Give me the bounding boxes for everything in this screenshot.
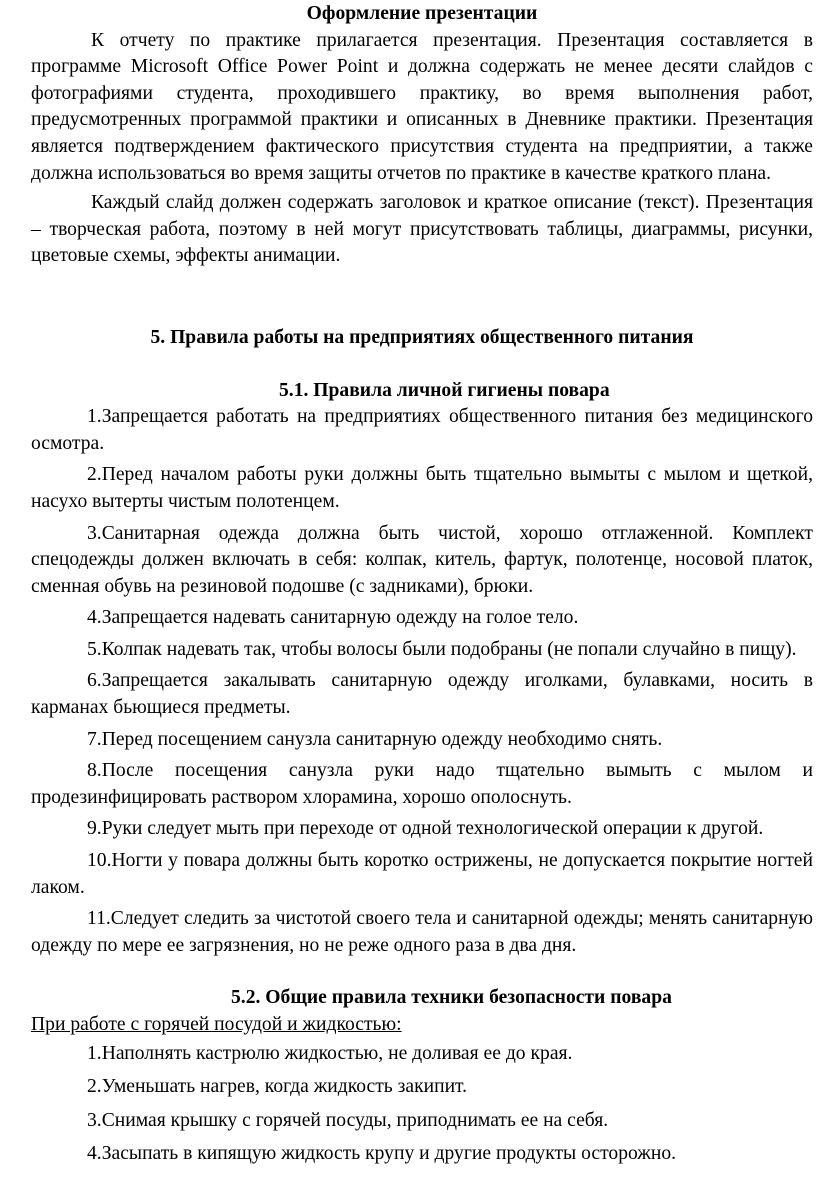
section-5-1-title: 5.1. Правила личной гигиены повара <box>279 379 610 401</box>
section-5-2-subheading: При работе с горячей посудой и жидкостью: <box>31 1014 402 1035</box>
hygiene-rule-1: 1.Запрещается работать на предприятиях общественного питания без медицинского осмотра. <box>31 406 813 454</box>
document-page <box>31 1 813 1168</box>
hygiene-rule-8: 8.После посещения санузла руки надо тщательно вымыть с мылом и продезинфицировать раствором хлорамина, хорошо ополоснуть. <box>31 760 813 808</box>
hygiene-rule-7: 7.Перед посещением санузла санитарную одежду необходимо снять. <box>87 728 663 750</box>
section-5-2-title: 5.2. Общие правила техники безопасности повара <box>231 987 672 1009</box>
spacer <box>31 352 813 378</box>
section-5-title: 5. Правила работы на предприятиях общественного питания <box>150 326 694 348</box>
presentation-paragraph-2: Каждый слайд должен содержать заголовок и краткое описание (текст). Презентация – творческая работа, поэтому в ней могут присутствовать таблицы, диаграммы, рисунки, цветовые схемы, эффекты анимации. <box>31 192 813 267</box>
hygiene-rule-4: 4.Запрещается надевать санитарную одежду на голое тело. <box>87 607 579 629</box>
hygiene-rule-6: 6.Запрещается закалывать санитарную одежду иголками, булавками, носить в карманах бьющиеся предметы. <box>31 670 813 719</box>
hygiene-rule-5: 5.Колпак надевать так, чтобы волосы были подобраны (не попали случайно в пищу). <box>87 638 797 660</box>
safety-item-3: 3.Снимая крышку с горячей посуды, приподнимать ее на себя. <box>87 1109 609 1131</box>
safety-item-1: 1.Наполнять кастрюлю жидкостью, не доливая ее до края. <box>87 1042 573 1064</box>
presentation-title: Оформление презентации <box>306 3 538 24</box>
spacer <box>31 959 813 985</box>
hygiene-rule-2: 2.Перед началом работы руки должны быть тщательно вымыты с мылом и щеткой, насухо вытерты чистым полотенцем. <box>31 464 813 512</box>
safety-item-2: 2.Уменьшать нагрев, когда жидкость закипит. <box>87 1076 468 1098</box>
hygiene-rule-3: 3.Санитарная одежда должна быть чистой, хорошо отглаженной. Комплект спецодежды должен включать в себя: колпак, китель, фартук, полотенце, носовой платок, сменная обувь на резиновой подошве (с задниками), брюки. <box>31 522 813 597</box>
hygiene-rule-9: 9.Руки следует мыть при переходе от одной технологической операции к другой. <box>87 818 764 840</box>
presentation-paragraph-1: К отчету по практике прилагается презентация. Презентация составляется в программе Microsoft Office Power Point и должна содержать не менее десяти слайдов с фотографиями студента, проходившего практику, во время выполнения работ, предусмотренных программой практики и описанных в Дневнике практики. Презентация является подтверждением фактического присутствия студента на предприятии, а также должна использоваться во время защиты отчетов по практике в качестве краткого плана. <box>31 29 813 184</box>
hygiene-rule-11: 11.Следует следить за чистотой своего тела и санитарной одежды; менять санитарную одежду по мере ее загрязнения, но не реже одного раза в два дня. <box>31 908 813 956</box>
safety-item-4: 4.Засыпать в кипящую жидкость крупу и другие продукты осторожно. <box>87 1143 677 1165</box>
hygiene-rule-10: 10.Ногти у повара должны быть коротко острижены, не допускается покрытие ногтей лаком. <box>31 850 813 898</box>
spacer <box>31 270 813 325</box>
